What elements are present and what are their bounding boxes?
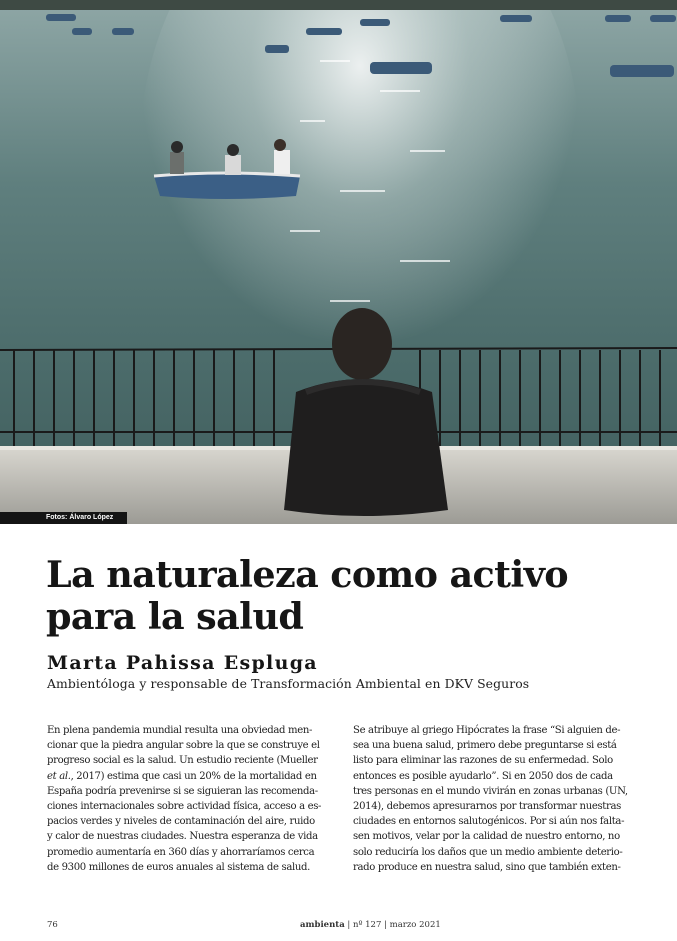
body-line: tres personas en el mundo vivirán en zonas urbanas (UN,	[353, 785, 628, 797]
running-footer	[300, 920, 441, 930]
body-line: sea una buena salud, primero debe preguntarse si está	[353, 740, 617, 752]
body-line: y calor de nuestras ciudades. Nuestra esperanza de vida	[47, 831, 318, 843]
body-line: entonces es posible ayudarlo”. Si en 2050 dos de cada	[353, 770, 613, 782]
issue-info: | nº 127 | marzo 2021	[344, 920, 441, 930]
body-line: rado produce en nuestra salud, sino que también exten-	[353, 861, 621, 873]
title-line: La naturaleza como activo	[46, 553, 569, 596]
body-column-right	[353, 723, 635, 875]
body-line: cionar que la piedra angular sobre la que se construye el	[47, 740, 320, 752]
body-line: listo para eliminar las razones de su enfermedad. Solo	[353, 755, 613, 767]
body-line: ciudades en entornos salutogénicos. Por si aún nos falta-	[353, 816, 625, 828]
body-line: 2014), debemos apresurarnos por transformar nuestras	[353, 801, 621, 813]
body-line: de 9300 millones de euros anuales al sistema de salud.	[47, 861, 310, 873]
body-line: En plena pandemia mundial resulta una obviedad men-	[47, 725, 313, 736]
page-number: 76	[47, 920, 58, 930]
title-line: para la salud	[46, 595, 304, 638]
photo-credit: Fotos: Álvaro López	[0, 512, 127, 524]
body-line: progreso social es la salud. Un estudio reciente (Mueller	[47, 755, 318, 767]
body-line: España podría prevenirse si se siguieran las recomenda-	[47, 785, 318, 797]
body-column-left	[47, 723, 327, 875]
author-affiliation: Ambientóloga y responsable de Transformación Ambiental en DKV Seguros	[47, 676, 530, 691]
article-title	[46, 554, 646, 638]
author-name: Marta Pahissa Espluga	[47, 652, 318, 674]
body-line: solo reduciría los daños que un medio ambiente deterio-	[353, 846, 623, 858]
body-line: pacios verdes y niveles de contaminación del aire, ruido	[47, 816, 315, 828]
body-line: Se atribuye al griego Hipócrates la frase “Si alguien de-	[353, 725, 621, 736]
magazine-name: ambienta	[300, 920, 345, 930]
body-line: promedio aumentaría en 360 días y ahorraríamos cerca	[47, 846, 315, 858]
body-line: et al., 2017) estima que casi un 20% de la mortalidad en	[47, 770, 317, 782]
body-line: ciones internacionales sobre actividad física, acceso a es-	[47, 801, 322, 813]
body-line: sen motivos, velar por la calidad de nuestro entorno, no	[353, 831, 620, 843]
